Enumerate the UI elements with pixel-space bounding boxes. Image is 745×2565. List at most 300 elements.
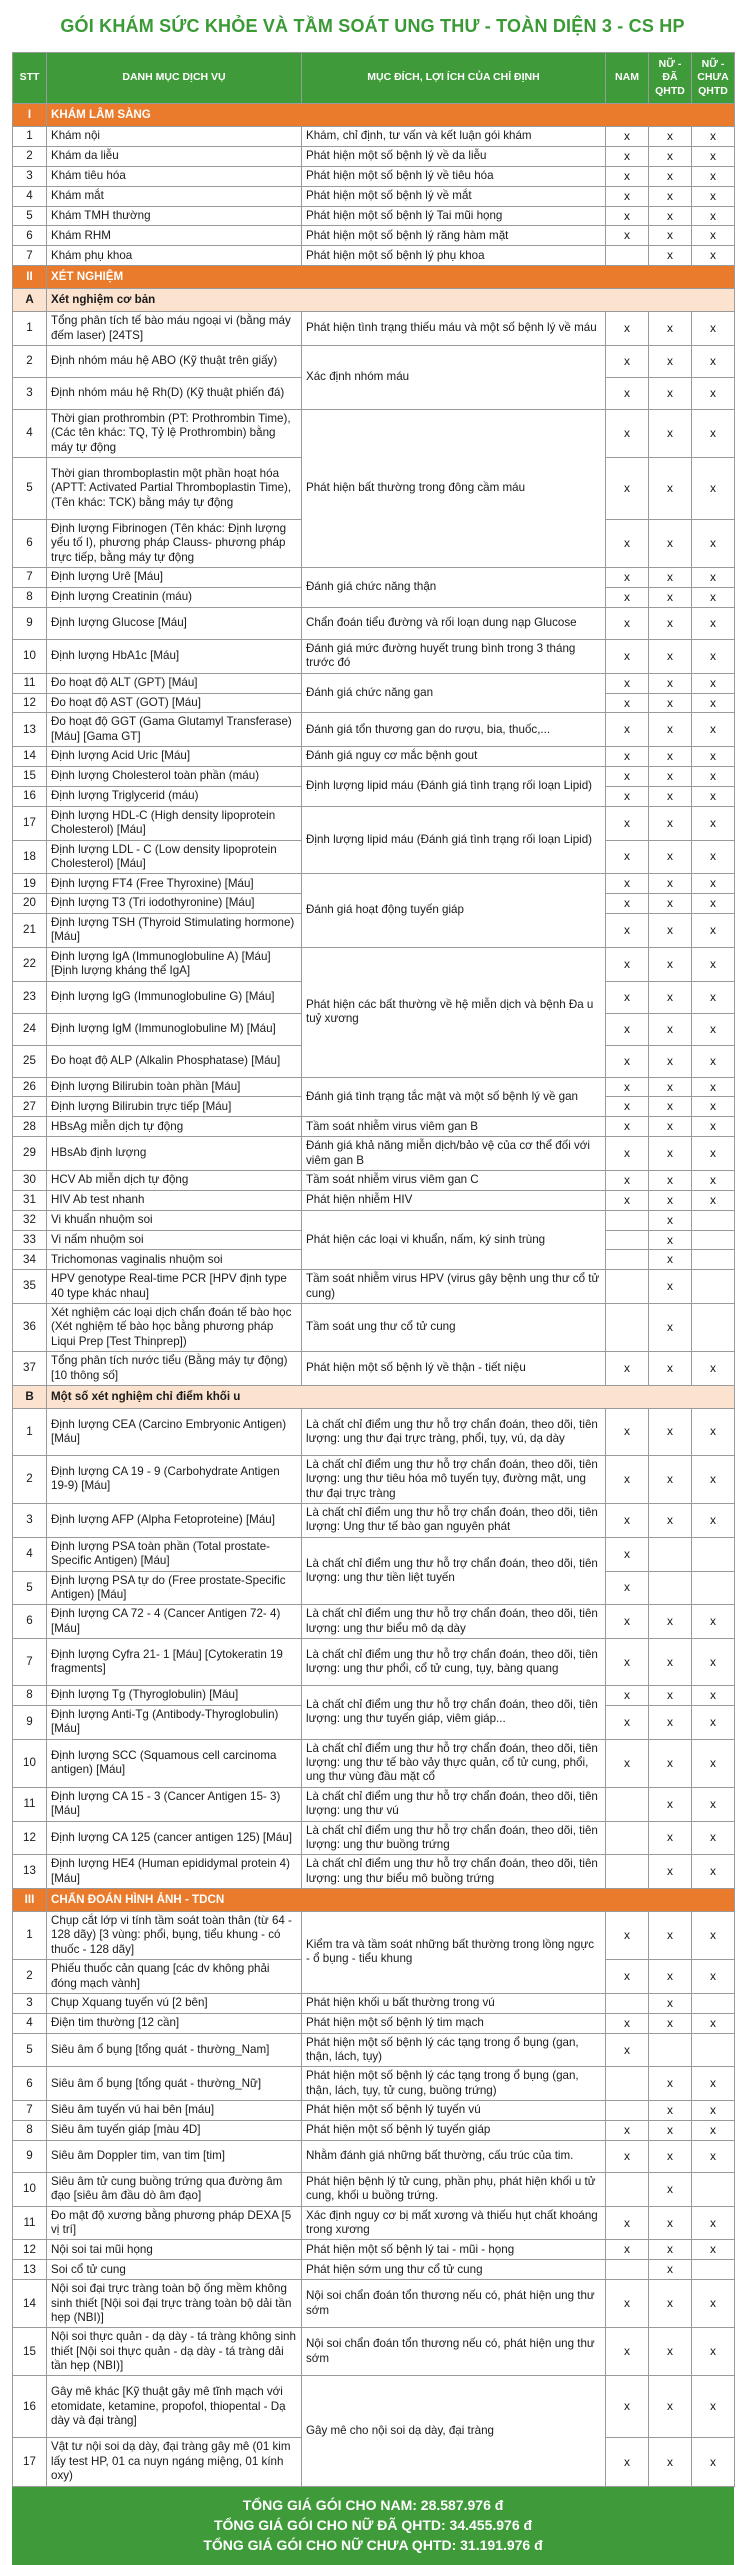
applies-female-married: x [649,1821,692,1855]
row-number: 5 [13,2033,47,2067]
row-number: 33 [13,1230,47,1250]
applies-female-single: x [692,1787,735,1821]
row-number: 9 [13,2140,47,2172]
applies-female-married: x [649,1993,692,2013]
section-row [13,104,735,127]
service-name: Khám phụ khoa [47,246,302,266]
row-number: 4 [13,186,47,206]
row-number: 12 [13,1821,47,1855]
service-name: Đo hoạt độ ALP (Alkalin Phosphatase) [Máu] [47,1045,302,1077]
service-purpose: Phát hiện khối u bất thường trong vú [302,1993,606,2013]
applies-female-married: x [649,166,692,186]
applies-male [606,1993,649,2013]
row-number: 10 [13,1739,47,1787]
service-purpose: Nội soi chẩn đoán tổn thương nếu có, phát hiện ung thư sớm [302,2328,606,2376]
section-title: XÉT NGHIỆM [47,266,735,289]
applies-male: x [606,1605,649,1639]
service-name: Định nhóm máu hệ Rh(D) (Kỹ thuật phiến đá) [47,377,302,409]
applies-female-married: x [649,693,692,713]
row-number: 12 [13,693,47,713]
applies-female-married: x [649,2376,692,2438]
service-purpose: Kiểm tra và tầm soát những bất thường trong lồng ngực - ổ bụng - tiểu khung [302,1912,606,1994]
applies-female-single: x [692,166,735,186]
applies-female-married: x [649,2140,692,2172]
table-row [13,713,735,747]
applies-female-single: x [692,1455,735,1503]
section-number: III [13,1889,47,1912]
section-number: A [13,289,47,312]
section-title: CHẨN ĐOÁN HÌNH ẢNH - TDCN [47,1889,735,1912]
row-number: 29 [13,1137,47,1171]
table-row [13,1639,735,1686]
service-purpose: Phát hiện tình trạng thiếu máu và một số bệnh lý về máu [302,312,606,346]
applies-female-single: x [692,2438,735,2486]
service-name: Thời gian prothrombin (PT: Prothrombin Time), (Các tên khác: TQ, Tỷ lệ Prothrombin) bằng máy tự động [47,409,302,457]
table-row [13,1304,735,1352]
applies-male: x [606,1170,649,1190]
applies-female-married: x [649,2240,692,2260]
applies-male: x [606,767,649,787]
service-name: Định lượng AFP (Alpha Fetoproteine) [Máu] [47,1504,302,1538]
applies-male [606,1250,649,1270]
service-name: Định lượng CA 72 - 4 (Cancer Antigen 72- 4) [Máu] [47,1605,302,1639]
applies-female-married: x [649,1705,692,1739]
applies-female-single: x [692,1170,735,1190]
row-number: 3 [13,377,47,409]
applies-female-single: x [692,1960,735,1994]
applies-female-married: x [649,894,692,914]
applies-female-single: x [692,2101,735,2121]
applies-female-married: x [649,806,692,840]
applies-female-single: x [692,2140,735,2172]
applies-male: x [606,1686,649,1706]
applies-female-single: x [692,226,735,246]
service-purpose: Tầm soát ung thư cổ tử cung [302,1304,606,1352]
applies-male: x [606,1190,649,1210]
applies-female-single: x [692,1077,735,1097]
table-row [13,186,735,206]
applies-female-single: x [692,1117,735,1137]
applies-female-single: x [692,786,735,806]
applies-male: x [606,2376,649,2438]
applies-female-married: x [649,1408,692,1455]
applies-male: x [606,2206,649,2240]
section-row [13,1889,735,1912]
service-name: Tổng phân tích nước tiểu (Bằng máy tự động) [10 thông số] [47,1352,302,1386]
applies-female-married: x [649,786,692,806]
service-purpose: Phát hiện một số bệnh lý các tạng trong ổ bụng (gan, thận, lách, tụy) [302,2033,606,2067]
table-row [13,345,735,377]
row-number: 36 [13,1304,47,1352]
subsection-row [13,289,735,312]
applies-female-single: x [692,1855,735,1889]
service-name: Soi cổ tử cung [47,2260,302,2280]
applies-female-married: x [649,458,692,520]
applies-male [606,246,649,266]
service-name: Đo hoạt độ GGT (Gama Glutamyl Transferase) [Máu] [Gama GT] [47,713,302,747]
row-number: 10 [13,639,47,673]
row-number: 2 [13,1455,47,1503]
service-name: Siêu âm tử cung buồng trứng qua đường âm đạo [siêu âm đầu dò âm đạo] [47,2172,302,2206]
service-purpose: Phát hiện một số bệnh lý tim mạch [302,2013,606,2033]
applies-female-single: x [692,874,735,894]
service-name: Định lượng Bilirubin trực tiếp [Máu] [47,1097,302,1117]
applies-male: x [606,409,649,457]
service-purpose: Là chất chỉ điểm ung thư hỗ trợ chẩn đoán, theo dõi, tiên lượng: ung thư đại trực tràng, phổi, tụy, vú, dạ dày [302,1408,606,1455]
applies-female-single: x [692,894,735,914]
service-name: HCV Ab miễn dịch tự động [47,1170,302,1190]
table-row [13,312,735,346]
applies-male: x [606,568,649,588]
service-name: Tổng phân tích tế bào máu ngoại vi (bằng máy đếm laser) [24TS] [47,312,302,346]
section-title: Một số xét nghiệm chỉ điểm khối u [47,1385,735,1408]
service-purpose: Là chất chỉ điểm ung thư hỗ trợ chẩn đoán, theo dõi, tiên lượng: ung thư biểu mô buồng trứng [302,1855,606,1889]
service-purpose: Là chất chỉ điểm ung thư hỗ trợ chẩn đoán, theo dõi, tiên lượng: ung thư tuyến giáp, viêm giáp... [302,1686,606,1740]
service-name: Nội soi thực quản - dạ dày - tá tràng không sinh thiết [Nội soi thực quản - dạ dày - tá tràng dải tần hẹp (NBI)] [47,2328,302,2376]
service-name: Định lượng PSA tự do (Free prostate-Specific Antigen) [Máu] [47,1571,302,1605]
applies-female-married: x [649,1739,692,1787]
table-row [13,2240,735,2260]
applies-female-single: x [692,588,735,608]
applies-female-married: x [649,2438,692,2486]
table-row [13,2260,735,2280]
row-number: 2 [13,345,47,377]
row-number: 8 [13,1686,47,1706]
applies-male: x [606,1537,649,1571]
row-number: 35 [13,1270,47,1304]
applies-male: x [606,607,649,639]
row-number: 4 [13,1537,47,1571]
applies-male: x [606,874,649,894]
applies-male: x [606,1739,649,1787]
table-row [13,2206,735,2240]
row-number: 30 [13,1170,47,1190]
applies-female-single: x [692,2376,735,2438]
service-name: Phiếu thuốc cản quang [các dv không phải đóng mạch vành] [47,1960,302,1994]
applies-female-single: x [692,2240,735,2260]
applies-male: x [606,1960,649,1994]
service-name: Định lượng HDL-C (High density lipoprotein Cholesterol) [Máu] [47,806,302,840]
service-purpose: Là chất chỉ điểm ung thư hỗ trợ chẩn đoán, theo dõi, tiên lượng: ung thư phổi, cổ tử cung, tụy, bàng quang [302,1639,606,1686]
row-number: 7 [13,568,47,588]
service-name: Vi khuẩn nhuộm soi [47,1210,302,1230]
table-row [13,1137,735,1171]
service-name: Định lượng Glucose [Máu] [47,607,302,639]
service-purpose: Là chất chỉ điểm ung thư hỗ trợ chẩn đoán, theo dõi, tiên lượng: ung thư buồng trứng [302,1821,606,1855]
service-name: Định lượng Urê [Máu] [47,568,302,588]
service-purpose: Phát hiện một số bệnh lý về tiêu hóa [302,166,606,186]
row-number: 5 [13,458,47,520]
applies-female-married: x [649,1686,692,1706]
applies-female-single: x [692,2013,735,2033]
row-number: 9 [13,1705,47,1739]
table-row [13,1855,735,1889]
row-number: 15 [13,767,47,787]
service-name: Định lượng Bilirubin toàn phần [Máu] [47,1077,302,1097]
service-name: Gây mê khác [Kỹ thuật gây mê tĩnh mạch với etomidate, ketamine, propofol, thiopental - Dạ dày và đại tràng] [47,2376,302,2438]
service-name: Định lượng CEA (Carcino Embryonic Antigen) [Máu] [47,1408,302,1455]
applies-female-married: x [649,673,692,693]
service-name: Định lượng CA 125 (cancer antigen 125) [Máu] [47,1821,302,1855]
applies-female-single: x [692,767,735,787]
applies-male: x [606,1571,649,1605]
row-number: 13 [13,713,47,747]
service-purpose: Là chất chỉ điểm ung thư hỗ trợ chẩn đoán, theo dõi, tiên lượng: ung thư tiền liệt tuyến [302,1537,606,1605]
service-name: HPV genotype Real-time PCR [HPV định type 40 type khác nhau] [47,1270,302,1304]
table-row [13,639,735,673]
row-number: 7 [13,2101,47,2121]
applies-female-married: x [649,747,692,767]
table-row [13,947,735,981]
table-row [13,2280,735,2328]
table-row [13,1077,735,1097]
applies-male [606,1230,649,1250]
table-row [13,607,735,639]
applies-female-single [692,1250,735,1270]
applies-male [606,1210,649,1230]
header-female-single: NỮ - CHƯA QHTD [692,53,735,104]
applies-female-married: x [649,1013,692,1045]
row-number: 1 [13,1408,47,1455]
service-name: Định lượng SCC (Squamous cell carcinoma antigen) [Máu] [47,1739,302,1787]
service-name: Định lượng Triglycerid (máu) [47,786,302,806]
service-name: Nội soi tai mũi họng [47,2240,302,2260]
applies-male: x [606,345,649,377]
table-row [13,1170,735,1190]
applies-female-single [692,1993,735,2013]
applies-male: x [606,693,649,713]
applies-male: x [606,520,649,568]
applies-male: x [606,2438,649,2486]
applies-female-single: x [692,1605,735,1639]
applies-female-single [692,1210,735,1230]
row-number: 25 [13,1045,47,1077]
applies-male: x [606,2033,649,2067]
table-row [13,568,735,588]
applies-male: x [606,2140,649,2172]
service-purpose: Là chất chỉ điểm ung thư hỗ trợ chẩn đoán, theo dõi, tiên lượng: ung thư tế bào vảy thực quản, cổ tử cung, phổi, ung thư vùng đầu mặt cổ [302,1739,606,1787]
service-name: Định lượng Fibrinogen (Tên khác: Định lượng yếu tố I), phương pháp Clauss- phương pháp trực tiếp, bằng máy tự động [47,520,302,568]
service-purpose: Phát hiện một số bệnh lý phụ khoa [302,246,606,266]
row-number: 28 [13,1117,47,1137]
applies-female-married: x [649,2260,692,2280]
header-male: NAM [606,53,649,104]
applies-female-married: x [649,1210,692,1230]
table-row [13,1686,735,1706]
table-body [13,104,735,2487]
applies-male: x [606,981,649,1013]
applies-female-married: x [649,1170,692,1190]
service-purpose: Phát hiện các bất thường về hệ miễn dịch và bệnh Đa u tuỷ xương [302,947,606,1077]
table-row [13,127,735,147]
applies-female-single: x [692,607,735,639]
applies-male: x [606,747,649,767]
service-name: Định lượng IgG (Immunoglobuline G) [Máu] [47,981,302,1013]
service-name: Khám RHM [47,226,302,246]
subsection-row [13,1385,735,1408]
service-name: Định lượng CA 15 - 3 (Cancer Antigen 15- 3) [Máu] [47,1787,302,1821]
applies-female-single: x [692,1352,735,1386]
row-number: 18 [13,840,47,874]
applies-female-married: x [649,1960,692,1994]
table-row [13,747,735,767]
service-purpose: Đánh giá tình trạng tắc mật và một số bệnh lý về gan [302,1077,606,1117]
applies-female-single: x [692,568,735,588]
applies-male: x [606,2121,649,2141]
applies-female-married: x [649,947,692,981]
service-name: Định lượng IgM (Immunoglobuline M) [Máu] [47,1013,302,1045]
applies-male: x [606,840,649,874]
applies-male: x [606,166,649,186]
applies-female-single: x [692,639,735,673]
applies-male: x [606,1408,649,1455]
applies-female-married: x [649,2206,692,2240]
applies-female-married: x [649,186,692,206]
row-number: 16 [13,786,47,806]
service-purpose: Là chất chỉ điểm ung thư hỗ trợ chẩn đoán, theo dõi, tiên lượng: ung thư vú [302,1787,606,1821]
table-row [13,1605,735,1639]
applies-male: x [606,1045,649,1077]
applies-female-married: x [649,2013,692,2033]
service-purpose: Phát hiện một số bệnh lý các tạng trong ổ bụng (gan, thận, lách, tụy, tử cung, buồng trứng) [302,2067,606,2101]
applies-female-single [692,1571,735,1605]
applies-female-single: x [692,2328,735,2376]
row-number: 5 [13,206,47,226]
table-row [13,2140,735,2172]
service-name: Khám da liễu [47,146,302,166]
applies-male: x [606,2240,649,2260]
service-name: Khám mắt [47,186,302,206]
applies-female-single: x [692,1408,735,1455]
table-row [13,246,735,266]
service-name: Định lượng Tg (Thyroglobulin) [Máu] [47,1686,302,1706]
header-female-married: NỮ - ĐÃ QHTD [649,53,692,104]
service-name: Chụp Xquang tuyến vú [2 bên] [47,1993,302,2013]
row-number: 13 [13,2260,47,2280]
service-name: Xét nghiệm các loại dịch chẩn đoán tế bào học (Xét nghiệm tế bào học bằng phương pháp Liqui Prep [Test Thinprep]) [47,1304,302,1352]
service-name: Khám tiêu hóa [47,166,302,186]
service-purpose: Phát hiện sớm ung thư cổ tử cung [302,2260,606,2280]
table-row [13,2101,735,2121]
applies-male: x [606,806,649,840]
applies-female-single: x [692,206,735,226]
service-purpose: Tầm soát nhiễm virus viêm gan B [302,1117,606,1137]
row-number: 9 [13,607,47,639]
service-purpose: Xác định nguy cơ bị mất xương và thiếu hụt chất khoáng trong xương [302,2206,606,2240]
row-number: 8 [13,588,47,608]
applies-female-married: x [649,246,692,266]
service-name: Khám TMH thường [47,206,302,226]
row-number: 16 [13,2376,47,2438]
table-row [13,1455,735,1503]
table-row [13,1210,735,1230]
row-number: 15 [13,2328,47,2376]
service-purpose: Đánh giá hoạt động tuyến giáp [302,874,606,948]
table-row [13,2013,735,2033]
applies-female-single: x [692,1097,735,1117]
table-row [13,2376,735,2438]
applies-female-married: x [649,1250,692,1270]
applies-male: x [606,1504,649,1538]
applies-male [606,1821,649,1855]
applies-male: x [606,673,649,693]
section-number: I [13,104,47,127]
applies-female-married: x [649,2328,692,2376]
service-purpose: Định lượng lipid máu (Đánh giá tình trạng rối loạn Lipid) [302,806,606,874]
applies-male [606,1270,649,1304]
service-purpose: Xác định nhóm máu [302,345,606,409]
service-name: HIV Ab test nhanh [47,1190,302,1210]
applies-female-married: x [649,713,692,747]
row-number: 31 [13,1190,47,1210]
section-title: Xét nghiệm cơ bản [47,289,735,312]
applies-male: x [606,1137,649,1171]
table-row [13,874,735,894]
row-number: 27 [13,1097,47,1117]
table-row [13,1190,735,1210]
applies-male: x [606,1077,649,1097]
applies-female-single: x [692,409,735,457]
applies-male: x [606,1455,649,1503]
applies-female-single: x [692,127,735,147]
service-name: Định lượng FT4 (Free Thyroxine) [Máu] [47,874,302,894]
applies-female-single: x [692,806,735,840]
applies-female-married: x [649,767,692,787]
applies-female-married: x [649,2280,692,2328]
applies-female-married: x [649,981,692,1013]
applies-female-married: x [649,1605,692,1639]
row-number: 6 [13,520,47,568]
row-number: 1 [13,1912,47,1960]
row-number: 6 [13,2067,47,2101]
applies-male: x [606,786,649,806]
service-name: Thời gian thromboplastin một phần hoạt hóa (APTT: Activated Partial Thromboplastin Time), (Tên khác: TCK) bằng máy tự động [47,458,302,520]
row-number: 4 [13,409,47,457]
table-row [13,1821,735,1855]
applies-male: x [606,206,649,226]
applies-female-single: x [692,1013,735,1045]
service-name: Định nhóm máu hệ ABO (Kỹ thuật trên giấy) [47,345,302,377]
service-purpose: Nội soi chẩn đoán tổn thương nếu có, phát hiện ung thư sớm [302,2280,606,2328]
applies-female-single: x [692,713,735,747]
row-number: 6 [13,226,47,246]
applies-male: x [606,1639,649,1686]
service-name: Chụp cắt lớp vi tính tầm soát toàn thân (từ 64 - 128 dãy) [3 vùng: phổi, bụng, tiểu khung - có thuốc - 128 dãy] [47,1912,302,1960]
applies-male: x [606,894,649,914]
applies-female-single: x [692,2206,735,2240]
applies-female-single: x [692,186,735,206]
table-row [13,206,735,226]
row-number: 17 [13,806,47,840]
applies-female-married: x [649,874,692,894]
applies-female-single: x [692,458,735,520]
service-purpose: Phát hiện một số bệnh lý tai - mũi - họng [302,2240,606,2260]
applies-female-married: x [649,226,692,246]
total-female-married: TỔNG GIÁ GÓI CHO NỮ ĐÃ QHTD: 34.455.976 đ [12,2515,734,2535]
applies-female-single: x [692,1045,735,1077]
applies-male: x [606,377,649,409]
applies-female-married: x [649,1270,692,1304]
service-name: Điện tim thường [12 cần] [47,2013,302,2033]
applies-female-single [692,2033,735,2067]
applies-female-single: x [692,1190,735,1210]
applies-female-married: x [649,1855,692,1889]
service-name: Định lượng Cholesterol toàn phần (máu) [47,767,302,787]
applies-female-single: x [692,747,735,767]
table-row [13,1117,735,1137]
applies-male [606,2172,649,2206]
row-number: 8 [13,2121,47,2141]
